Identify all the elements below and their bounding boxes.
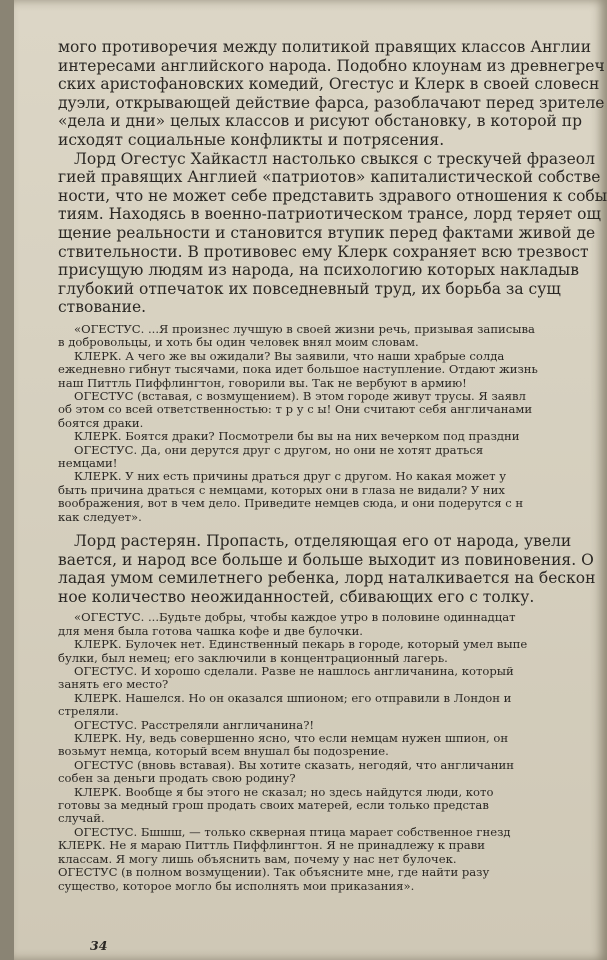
text-line: «дела и дни» целых классов и рисуют обстановку, в которой пр [58,112,583,131]
text-line: КЛЕРК. Не я мараю Питтль Пиффлингтон. Я не принадлежу к прави [58,838,485,853]
paragraph [58,665,607,692]
page-number: 34 [90,938,108,953]
paragraph [58,826,607,893]
text-line: возьмут немца, который всем внушал бы подозрение. [58,744,389,759]
text-line: щение реальности и становится втупик перед фактами живой де [58,223,596,242]
text-line: КЛЕРК. Боятся драки? Посмотрели бы вы на них вечерком под праздни [74,429,520,444]
paragraph [58,532,607,606]
text-line: булки, был немец; его заключили в концентрационный лагерь. [58,650,448,665]
text-line: ОГЕСТУС (вставая, с возмущением). В этом городе живут трусы. Я заявл [74,388,526,403]
text-line: классам. Я могу лишь объяснить вам, почему у нас нет булочек. [58,851,457,866]
text-line: готовы за медный грош продать своих матерей, если только представ [58,798,489,813]
text-line: КЛЕРК. А чего же вы ожидали? Вы заявили, что наши храбрые солда [74,348,505,363]
text-line: Лорд Огестус Хайкастл настолько свыкся с трескучей фразеол [74,149,595,168]
paragraph [58,350,607,390]
paragraph [58,692,607,719]
paragraph [58,719,607,732]
text-line: занять его место? [58,677,169,692]
paragraph [58,430,607,443]
paragraph [58,150,607,317]
paragraph [58,38,607,150]
page-text [58,38,607,893]
text-line: Лорд растерян. Пропасть, отделяющая его от народа, увели [74,532,572,550]
text-line: существо, которое могло бы исполнять мои приказания». [58,878,415,893]
text-line: в добровольцы, и хоть бы один человек внял моим словам. [58,335,419,350]
text-line: «ОГЕСТУС. ...Будьте добры, чтобы каждое утро в половине одиннадцат [74,610,516,625]
paragraph [58,470,607,524]
text-line: ежедневно гибнут тысячами, пока идет большое наступление. Отдают жизнь [58,362,538,377]
paragraph [58,786,607,826]
text-line: вается, и народ все больше и больше выходит из повиновения. О [58,550,594,569]
text-line: КЛЕРК. Вообще я бы этого не сказал; но здесь найдутся люди, кото [74,784,494,799]
text-line: стреляли. [58,704,119,719]
text-line: как следует». [58,509,142,524]
text-line: об этом со всей ответственностью: т р у с ы! Они считают себя англичанами [58,402,533,417]
text-line: КЛЕРК. Ну, ведь совершенно ясно, что если немцам нужен шпион, он [74,731,509,746]
text-line: немцами! [58,455,118,470]
text-line: боятся драки. [58,415,144,430]
text-line: быть причина драться с немцами, которых они в глаза не видали? У них [58,482,505,497]
text-line: ских аристофановских комедий, Огестус и Клерк в своей словесн [58,75,600,94]
text-line: воображения, вот в чем дело. Приведите немцев сюда, и они подерутся с н [58,496,524,511]
text-line: КЛЕРК. Булочек нет. Единственный пекарь в городе, который умел выпе [74,637,528,652]
paragraph [58,611,607,638]
text-line: КЛЕРК. У них есть причины драться друг с другом. Но какая может у [74,469,507,484]
text-line: ОГЕСТУС. И хорошо сделали. Разве не нашлось англичанина, который [74,664,514,678]
text-line: ствование. [58,298,147,317]
text-line: ности, что не может себе представить здравого отношения к собы [58,186,607,205]
text-line: наш Питтль Пиффлингтон, говорили вы. Так не вербуют в армию! [58,375,467,390]
paragraph [58,444,607,471]
paragraph [58,638,607,665]
text-line: ОГЕСТУС (вновь вставая). Вы хотите сказать, негодяй, что англичанин [74,757,514,772]
text-line: присущую людям из народа, на психологию которых накладыв [58,261,579,280]
text-line: гией правящих Англией «патриотов» капиталистической собстве [58,168,601,187]
text-line: для меня была готова чашка кофе и две булочки. [58,623,363,638]
paragraph [58,390,607,430]
text-line: мого противоречия между политикой правящих классов Англии [58,38,592,56]
text-line: случай. [58,811,105,826]
text-line: ОГЕСТУС (в полном возмущении). Так объясните мне, где найти разу [58,865,490,880]
text-line: «ОГЕСТУС. ...Я произнес лучшую в своей жизни речь, призывая записыва [74,321,535,336]
text-line: КЛЕРК. Нашелся. Но он оказался шпионом; его отправили в Лондон и [74,690,512,705]
text-line: ное количество неожиданностей, сбивающих его с толку. [58,587,535,606]
book-page [14,0,607,960]
text-line: ствительности. В противовес ему Клерк сохраняет всю трезвост [58,242,589,261]
text-line: собен за деньги продать свою родину? [58,771,296,786]
paragraph [58,323,607,350]
text-line: тиям. Находясь в военно-патриотическом трансе, лорд теряет ощ [58,205,601,224]
text-line: ОГЕСТУС. Бшшш, — только скверная птица марает собственное гнезд [74,824,511,839]
text-line: исходят социальные конфликты и потрясения. [58,130,445,149]
text-line: ладая умом семилетнего ребенка, лорд наталкивается на бескон [58,569,596,588]
text-line: интересами английского народа. Подобно клоунам из древнегреч [58,56,605,75]
text-line: дуэли, открывающей действие фарса, разоблачают перед зрителе [58,93,605,112]
text-line: ОГЕСТУС. Расстреляли англичанина?! [74,717,315,732]
text-line: ОГЕСТУС. Да, они дерутся друг с другом, но они не хотят драться [74,442,484,457]
paragraph [58,732,607,759]
text-line: глубокий отпечаток их повседневный труд, их борьба за сущ [58,279,561,298]
paragraph [58,759,607,786]
